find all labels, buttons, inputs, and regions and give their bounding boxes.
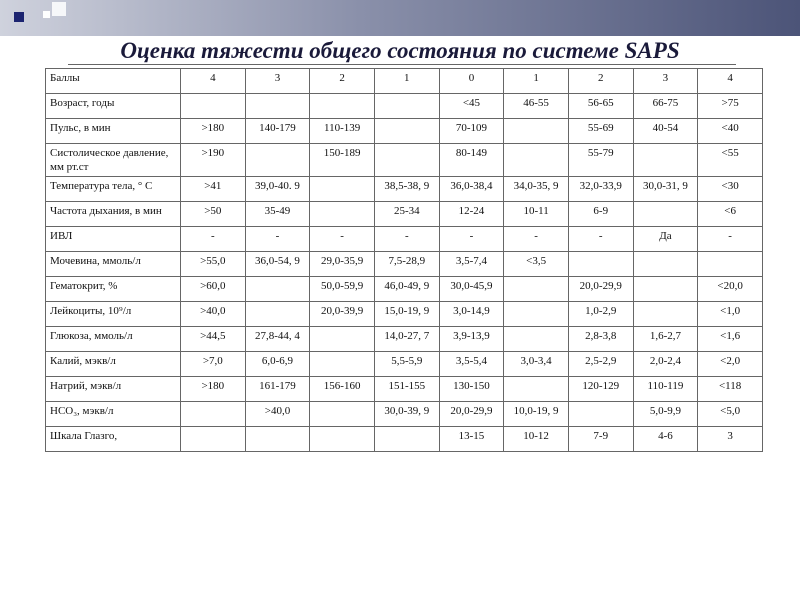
table-cell — [181, 427, 246, 452]
table-cell: 40-54 — [633, 119, 698, 144]
row-label: Частота дыхания, в мин — [46, 202, 181, 227]
table-cell — [374, 144, 439, 177]
saps-table — [45, 68, 763, 452]
table-cell: 151-155 — [374, 377, 439, 402]
table-cell — [504, 144, 569, 177]
table-cell: 6-9 — [568, 202, 633, 227]
table-cell: <5,0 — [698, 402, 763, 427]
table-cell — [374, 119, 439, 144]
table-cell: 3,0-14,9 — [439, 302, 504, 327]
decorative-square-icon — [14, 12, 24, 22]
table-row — [46, 327, 763, 352]
table-cell: 1,0-2,9 — [568, 302, 633, 327]
table-cell: 7-9 — [568, 427, 633, 452]
table-cell — [245, 427, 310, 452]
table-cell: 10,0-19, 9 — [504, 402, 569, 427]
table-cell: 3 — [633, 69, 698, 94]
table-cell: 2 — [568, 69, 633, 94]
table-cell: 161-179 — [245, 377, 310, 402]
table-cell: >180 — [181, 119, 246, 144]
table-cell: 30,0-45,9 — [439, 277, 504, 302]
table-cell: 29,0-35,9 — [310, 252, 375, 277]
table-cell: 66-75 — [633, 94, 698, 119]
row-label: Систолическое давление, мм рт.ст — [46, 144, 181, 177]
table-cell: - — [245, 227, 310, 252]
table-cell — [568, 402, 633, 427]
table-cell: <40 — [698, 119, 763, 144]
decorative-square-icon — [42, 10, 51, 19]
table-cell: 3,5-7,4 — [439, 252, 504, 277]
top-banner — [0, 0, 800, 36]
table-cell — [504, 119, 569, 144]
table-cell: <6 — [698, 202, 763, 227]
table-cell — [633, 202, 698, 227]
table-cell — [245, 144, 310, 177]
table-cell: 5,0-9,9 — [633, 402, 698, 427]
table-cell: >44,5 — [181, 327, 246, 352]
table-cell — [698, 252, 763, 277]
table-cell: 32,0-33,9 — [568, 177, 633, 202]
table-cell: 3,0-3,4 — [504, 352, 569, 377]
row-label: Гематокрит, % — [46, 277, 181, 302]
table-cell: 1 — [504, 69, 569, 94]
table-cell — [504, 377, 569, 402]
table-cell: 30,0-39, 9 — [374, 402, 439, 427]
table-cell: 2,5-2,9 — [568, 352, 633, 377]
table-cell: 4 — [181, 69, 246, 94]
title-underline — [68, 64, 736, 65]
table-cell: >40,0 — [181, 302, 246, 327]
table-cell — [245, 277, 310, 302]
table-row — [46, 377, 763, 402]
table-row — [46, 277, 763, 302]
table-cell: 46-55 — [504, 94, 569, 119]
table-cell: 120-129 — [568, 377, 633, 402]
table-cell: - — [439, 227, 504, 252]
table-cell: 34,0-35, 9 — [504, 177, 569, 202]
table-cell — [310, 202, 375, 227]
table-cell: 2,8-3,8 — [568, 327, 633, 352]
table-cell: >7,0 — [181, 352, 246, 377]
table-cell: 110-119 — [633, 377, 698, 402]
table-cell — [245, 302, 310, 327]
table-cell — [633, 277, 698, 302]
table-row — [46, 119, 763, 144]
table-cell: 55-79 — [568, 144, 633, 177]
header-row — [46, 69, 763, 94]
table-cell: 4 — [698, 69, 763, 94]
table-row — [46, 427, 763, 452]
table-cell — [310, 327, 375, 352]
table-cell — [310, 352, 375, 377]
table-cell: 5,5-5,9 — [374, 352, 439, 377]
table-cell: 35-49 — [245, 202, 310, 227]
table-cell: 56-65 — [568, 94, 633, 119]
table-cell — [374, 427, 439, 452]
table-cell: <3,5 — [504, 252, 569, 277]
table-cell: - — [504, 227, 569, 252]
table-cell — [504, 327, 569, 352]
table-cell — [633, 144, 698, 177]
row-label: Лейкоциты, 10⁹/л — [46, 302, 181, 327]
table-cell: 36,0-54, 9 — [245, 252, 310, 277]
table-row — [46, 144, 763, 177]
table-cell: <2,0 — [698, 352, 763, 377]
table-cell: 1 — [374, 69, 439, 94]
table-cell — [568, 252, 633, 277]
table-cell — [504, 277, 569, 302]
slide-title: Оценка тяжести общего состояния по системе SAPS — [120, 38, 680, 63]
table-cell — [181, 402, 246, 427]
row-label: Натрий, мэкв/л — [46, 377, 181, 402]
table-cell: 2,0-2,4 — [633, 352, 698, 377]
row-label: Глюкоза, ммоль/л — [46, 327, 181, 352]
table-row — [46, 94, 763, 119]
table-cell: 39,0-40. 9 — [245, 177, 310, 202]
table-cell: 1,6-2,7 — [633, 327, 698, 352]
row-label: Возраст, годы — [46, 94, 181, 119]
table-cell: Да — [633, 227, 698, 252]
table-cell: 30,0-31, 9 — [633, 177, 698, 202]
table-cell: 4-6 — [633, 427, 698, 452]
table-cell: 12-24 — [439, 202, 504, 227]
table-cell: >50 — [181, 202, 246, 227]
table-cell: 7,5-28,9 — [374, 252, 439, 277]
table-cell — [310, 177, 375, 202]
table-cell: 150-189 — [310, 144, 375, 177]
table-cell: - — [698, 227, 763, 252]
row-label: Мочевина, ммоль/л — [46, 252, 181, 277]
table-cell: <1,0 — [698, 302, 763, 327]
decorative-square-icon — [52, 2, 66, 16]
table-cell: 3 — [698, 427, 763, 452]
table-cell: 3,5-5,4 — [439, 352, 504, 377]
table-row — [46, 252, 763, 277]
table-cell: >190 — [181, 144, 246, 177]
table-cell: - — [568, 227, 633, 252]
table-cell: 80-149 — [439, 144, 504, 177]
table-cell: <55 — [698, 144, 763, 177]
table-row — [46, 302, 763, 327]
table-cell: 55-69 — [568, 119, 633, 144]
table-cell — [245, 94, 310, 119]
table-cell — [374, 94, 439, 119]
table-cell: <1,6 — [698, 327, 763, 352]
table-cell: 15,0-19, 9 — [374, 302, 439, 327]
row-label: Пульс, в мин — [46, 119, 181, 144]
table-cell: 25-34 — [374, 202, 439, 227]
table-cell: 27,8-44, 4 — [245, 327, 310, 352]
table-cell — [504, 302, 569, 327]
table-cell: 0 — [439, 69, 504, 94]
table-cell: >40,0 — [245, 402, 310, 427]
table-cell: 3 — [245, 69, 310, 94]
table-cell: - — [310, 227, 375, 252]
row-label: Шкала Глазго, — [46, 427, 181, 452]
table-cell: 14,0-27, 7 — [374, 327, 439, 352]
table-cell: 36,0-38,4 — [439, 177, 504, 202]
table-cell: >60,0 — [181, 277, 246, 302]
table-cell: 2 — [310, 69, 375, 94]
table-cell: 140-179 — [245, 119, 310, 144]
table-cell: - — [374, 227, 439, 252]
table-cell: 10-11 — [504, 202, 569, 227]
table-cell: >75 — [698, 94, 763, 119]
table-cell: >180 — [181, 377, 246, 402]
table-cell: >55,0 — [181, 252, 246, 277]
table-row — [46, 402, 763, 427]
row-label: ИВЛ — [46, 227, 181, 252]
table-cell — [633, 302, 698, 327]
table-row — [46, 177, 763, 202]
table-cell: 38,5-38, 9 — [374, 177, 439, 202]
table-cell: 20,0-29,9 — [439, 402, 504, 427]
row-label: HCO₃, мэкв/л — [46, 402, 181, 427]
row-label: Калий, мэкв/л — [46, 352, 181, 377]
table-cell — [310, 427, 375, 452]
table-cell: 70-109 — [439, 119, 504, 144]
table-cell: 130-150 — [439, 377, 504, 402]
table-row — [46, 227, 763, 252]
table-cell: 46,0-49, 9 — [374, 277, 439, 302]
table-cell: 50,0-59,9 — [310, 277, 375, 302]
table-cell: >41 — [181, 177, 246, 202]
table-cell — [181, 94, 246, 119]
table-cell: 110-139 — [310, 119, 375, 144]
table-cell: <20,0 — [698, 277, 763, 302]
table-cell: 3,9-13,9 — [439, 327, 504, 352]
table-cell: 20,0-39,9 — [310, 302, 375, 327]
table-cell: <30 — [698, 177, 763, 202]
table-cell: <45 — [439, 94, 504, 119]
table-cell: 13-15 — [439, 427, 504, 452]
table-cell — [633, 252, 698, 277]
table-cell — [310, 402, 375, 427]
row-label: Баллы — [46, 69, 181, 94]
table-cell: 6,0-6,9 — [245, 352, 310, 377]
table-cell: 156-160 — [310, 377, 375, 402]
table-cell: <118 — [698, 377, 763, 402]
table-cell: 20,0-29,9 — [568, 277, 633, 302]
row-label: Температура тела, ° С — [46, 177, 181, 202]
table-row — [46, 202, 763, 227]
table-cell: - — [181, 227, 246, 252]
table-row — [46, 352, 763, 377]
table-cell: 10-12 — [504, 427, 569, 452]
table-cell — [310, 94, 375, 119]
